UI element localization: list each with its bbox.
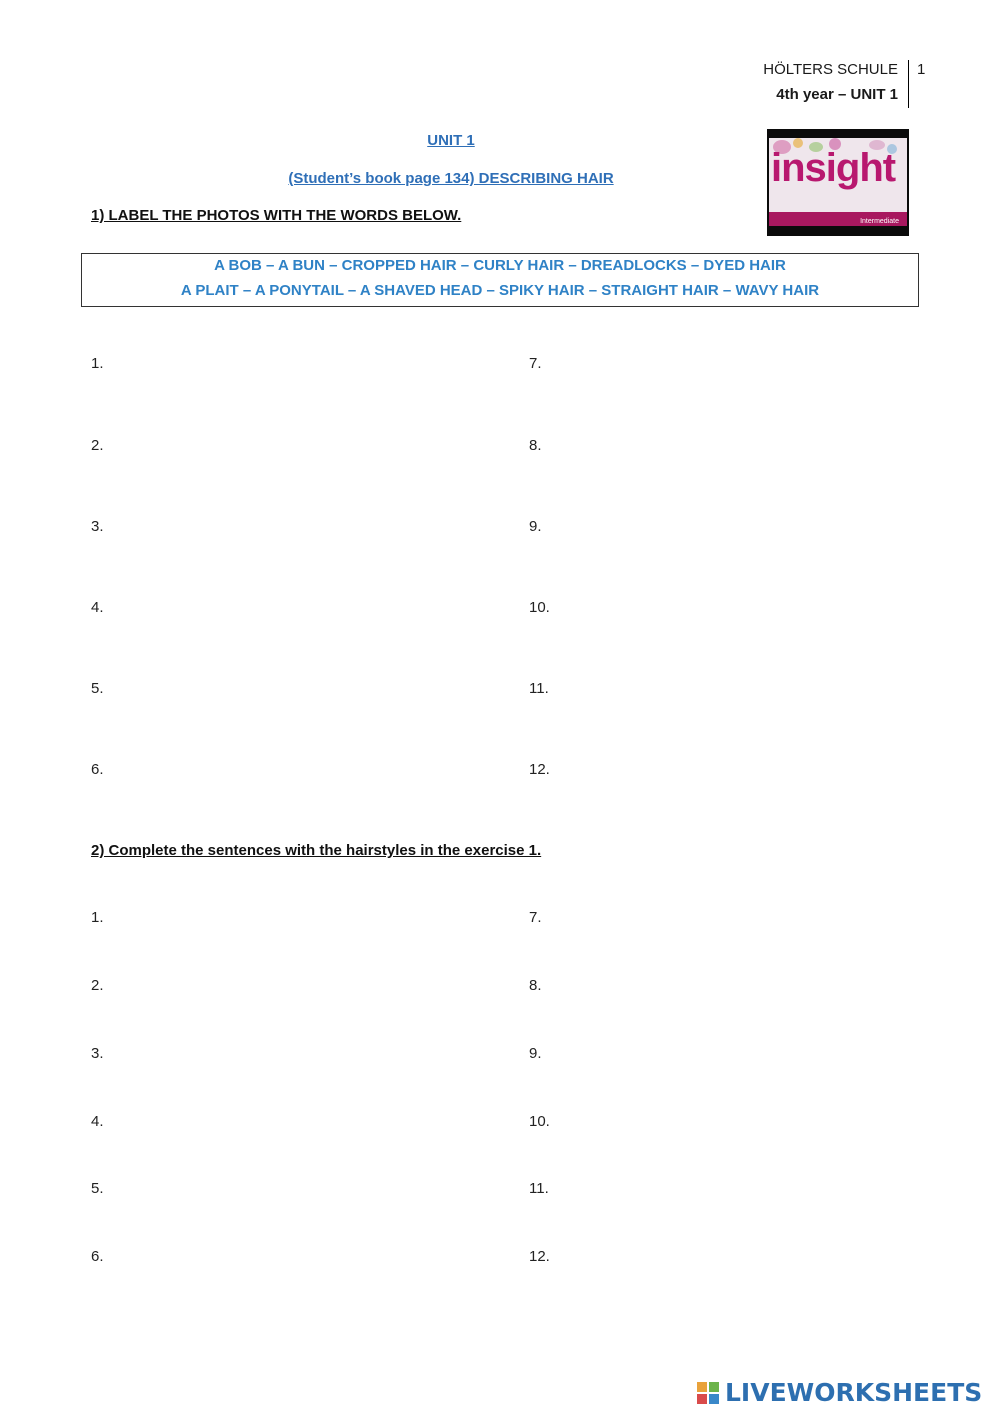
ex2-item-number: 10. (529, 1113, 550, 1130)
ex2-item-number: 1. (91, 909, 104, 926)
ex1-item-number: 8. (529, 437, 542, 454)
ex1-item-number: 12. (529, 761, 550, 778)
ex2-item-number: 3. (91, 1045, 104, 1062)
page-number: 1 (917, 61, 926, 78)
ex2-item-number: 9. (529, 1045, 542, 1062)
liveworksheets-wordmark: LIVEWORKSHEETS (725, 1378, 983, 1407)
logo-subtitle: Intermediate (860, 218, 899, 225)
ex2-item-number: 4. (91, 1113, 104, 1130)
ex1-item-number: 7. (529, 355, 542, 372)
logo-band (769, 212, 907, 226)
unit-title: UNIT 1 (427, 132, 475, 149)
ex1-item-number: 3. (91, 518, 104, 535)
header-divider (908, 60, 909, 108)
exercise2-instruction: 2) Complete the sentences with the hairstyles in the exercise 1. (91, 842, 542, 859)
ex1-item-number: 10. (529, 599, 550, 616)
ex2-item-number: 11. (529, 1180, 549, 1197)
ex1-item-number: 9. (529, 518, 542, 535)
ex1-item-number: 1. (91, 355, 104, 372)
ex2-item-number: 7. (529, 909, 542, 926)
ex1-item-number: 2. (91, 437, 104, 454)
logo-word: insight (771, 146, 896, 190)
ex2-item-number: 2. (91, 977, 104, 994)
ex1-item-number: 11. (529, 680, 549, 697)
exercise1-instruction: 1) LABEL THE PHOTOS WITH THE WORDS BELOW. (91, 207, 462, 224)
ex2-item-number: 12. (529, 1248, 550, 1265)
ex1-item-number: 4. (91, 599, 104, 616)
word-box-line2: A PLAIT – A PONYTAIL – A SHAVED HEAD – SPIKY HAIR – STRAIGHT HAIR – WAVY HAIR (180, 282, 820, 299)
ex2-item-number: 8. (529, 977, 542, 994)
ex2-item-number: 6. (91, 1248, 104, 1265)
book-reference: (Student’s book page 134) DESCRIBING HAIR (288, 170, 614, 187)
word-box-line1: A BOB – A BUN – CROPPED HAIR – CURLY HAIR – DREADLOCKS – DYED HAIR (214, 257, 786, 274)
ex2-item-number: 5. (91, 1180, 104, 1197)
ex1-item-number: 6. (91, 761, 104, 778)
year-unit-label: 4th year – UNIT 1 (776, 86, 898, 103)
word-box (81, 253, 919, 307)
school-name: HÖLTERS SCHULE (763, 61, 898, 78)
ex1-item-number: 5. (91, 680, 104, 697)
liveworksheets-badge-icon (697, 1382, 721, 1406)
